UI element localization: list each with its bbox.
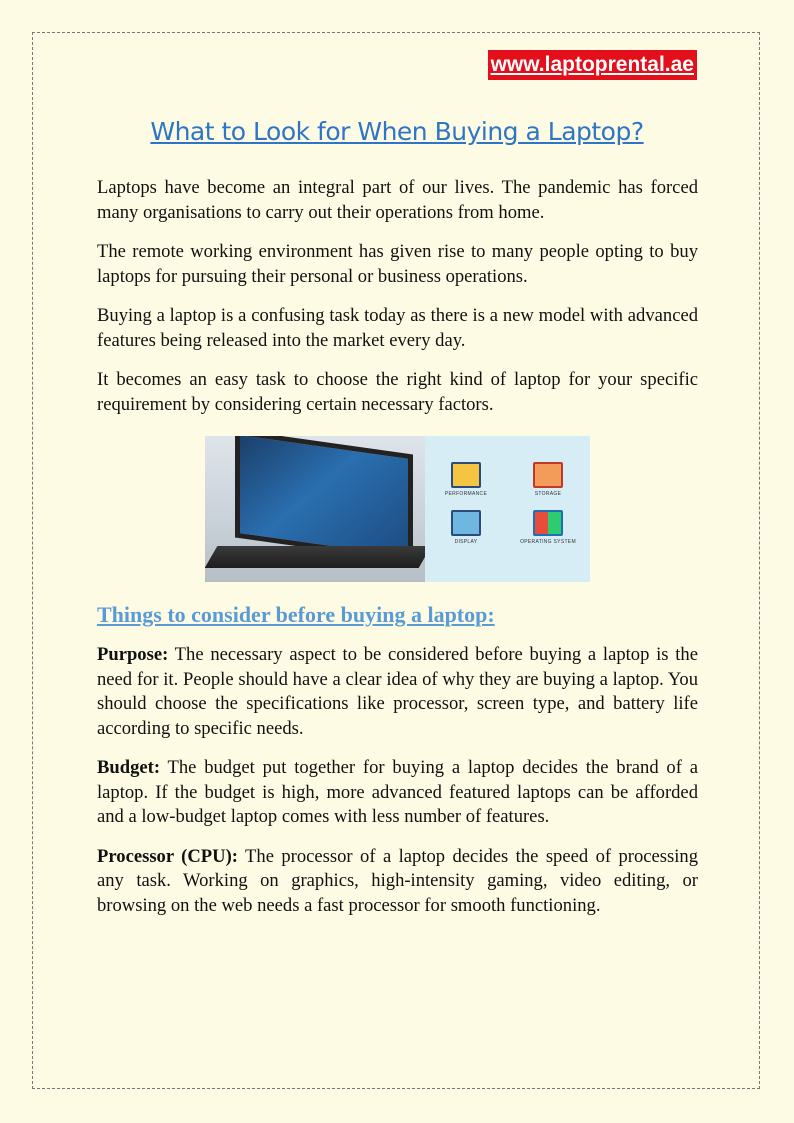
factor-purpose [97, 643, 698, 741]
icon-label: DISPLAY [454, 539, 478, 545]
feature-icons-panel [425, 436, 590, 582]
icon-label: OPERATING SYSTEM [520, 539, 576, 545]
intro-paragraph: The remote working environment has given rise to many people opting to buy laptops for pursuing their personal or business operations. [97, 241, 698, 287]
factor-term: Processor (CPU): [97, 845, 238, 867]
factor-text: The necessary aspect to be considered before buying a laptop is the need for it. People should have a clear idea of why they are buying a laptop. You should choose the specifications like processor, screen type, and battery life according to specific needs. [97, 644, 698, 739]
section-heading: Things to consider before buying a laptop: [97, 602, 495, 627]
factor-text: The processor of a laptop decides the speed of processing any task. Working on graphics, high-intensity gaming, video editing, or browsing on the web needs a fast processor for smooth functioning. [97, 845, 698, 916]
intro-paragraph: Buying a laptop is a confusing task today as there is a new model with advanced features being released into the market every day. [97, 305, 698, 351]
operating-system-icon [513, 510, 583, 545]
factor-processor [97, 845, 698, 919]
page-title: What to Look for When Buying a Laptop? [150, 117, 644, 146]
icon-label: STORAGE [534, 491, 562, 497]
hero-image [205, 436, 590, 582]
icon-label: PERFORMANCE [444, 491, 488, 497]
site-url-link[interactable]: www.laptoprental.ae [488, 50, 697, 80]
storage-icon [513, 462, 583, 497]
intro-paragraph: It becomes an easy task to choose the right kind of laptop for your specific requirement by considering certain necessary factors. [97, 369, 698, 415]
content [97, 176, 698, 933]
display-icon [431, 510, 501, 545]
factor-term: Budget: [97, 757, 161, 778]
laptop-photo [205, 436, 425, 582]
laptop-screen [235, 436, 413, 563]
performance-icon [431, 462, 501, 497]
intro-paragraph: Laptops have become an integral part of our lives. The pandemic has forced many organisations to carry out their operations from home. [97, 177, 698, 223]
factor-term: Purpose: [97, 644, 169, 665]
laptop-base [205, 546, 425, 568]
factor-text: The budget put together for buying a laptop decides the brand of a laptop. If the budget is high, more advanced featured laptops can be afforded and a low-budget laptop comes with less number of features. [97, 757, 698, 827]
factor-budget [97, 756, 698, 830]
